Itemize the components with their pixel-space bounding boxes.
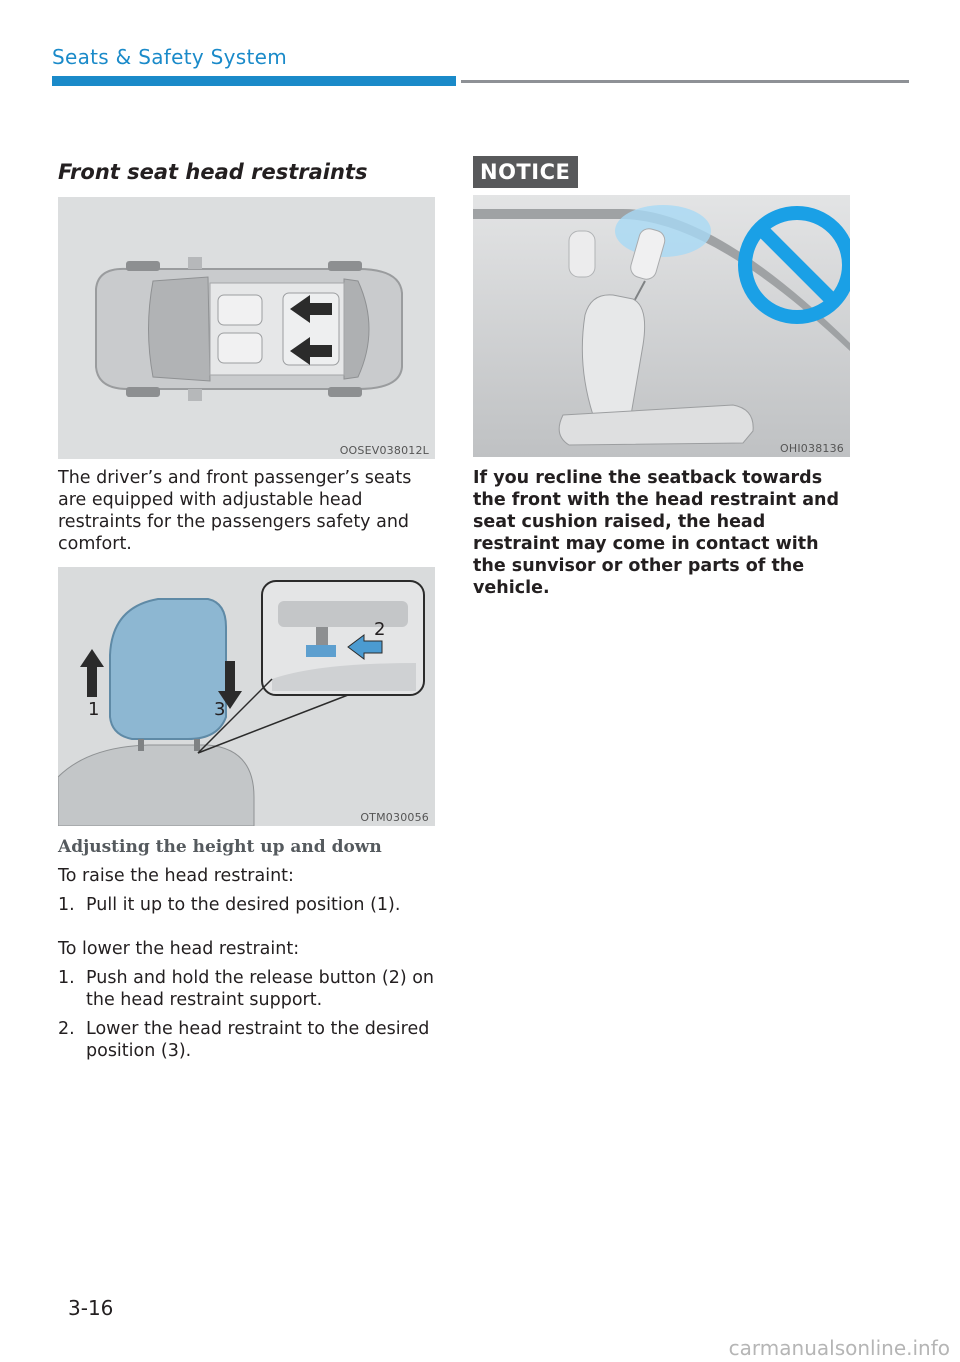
step-number: 1. [58,968,75,988]
figure-code: OTM030056 [360,811,429,824]
callout-label-2: 2 [374,619,386,640]
intro-paragraph: The driver’s and front passenger’s seats are equipped with adjustable head restraints for the passengers safety and comfort. [58,468,412,554]
right-column [473,156,851,599]
notice-badge: NOTICE [473,156,578,188]
notice-text: If you recline the seatback towards the front with the head restraint and seat cushion raised, the head restraint may come in contact with the sunvisor or other parts of the vehicle. [473,468,840,598]
page-number: 3-16 [68,1296,114,1320]
lower-steps [58,967,436,1062]
raise-steps [58,894,436,916]
step-text: Push and hold the release button (2) on the head restraint support. [86,968,435,1010]
step-number: 2. [58,1019,75,1039]
step-text: Lower the head restraint to the desired position (3). [86,1019,430,1061]
step-text: Pull it up to the desired position (1). [86,895,401,915]
raise-intro: To raise the head restraint: [58,866,294,886]
watermark: carmanualsonline.info [728,1336,950,1360]
callout-label-1: 1 [88,699,100,720]
list-item [58,1018,436,1062]
left-column [58,156,436,1062]
figure-code: OHI038136 [780,442,844,455]
section-heading: Front seat head restraints [58,160,368,184]
list-item [58,894,436,916]
subheading: Adjusting the height up and down [58,837,382,857]
header-rule-gray [461,80,909,83]
head-restraint-illustration [58,567,435,826]
figure-car-top-view [58,197,435,459]
figure-recline-warning [473,195,850,457]
figure-code: OOSEV038012L [339,444,429,457]
figure-head-restraint-adjust [58,567,435,826]
step-number: 1. [58,895,75,915]
header-rule-accent [52,76,456,86]
list-item [58,967,436,1011]
car-top-view-illustration [58,197,435,459]
recline-warning-illustration [473,195,850,457]
lower-intro: To lower the head restraint: [58,939,300,959]
callout-label-3: 3 [214,699,226,720]
section-title: Seats & Safety System [52,45,288,69]
